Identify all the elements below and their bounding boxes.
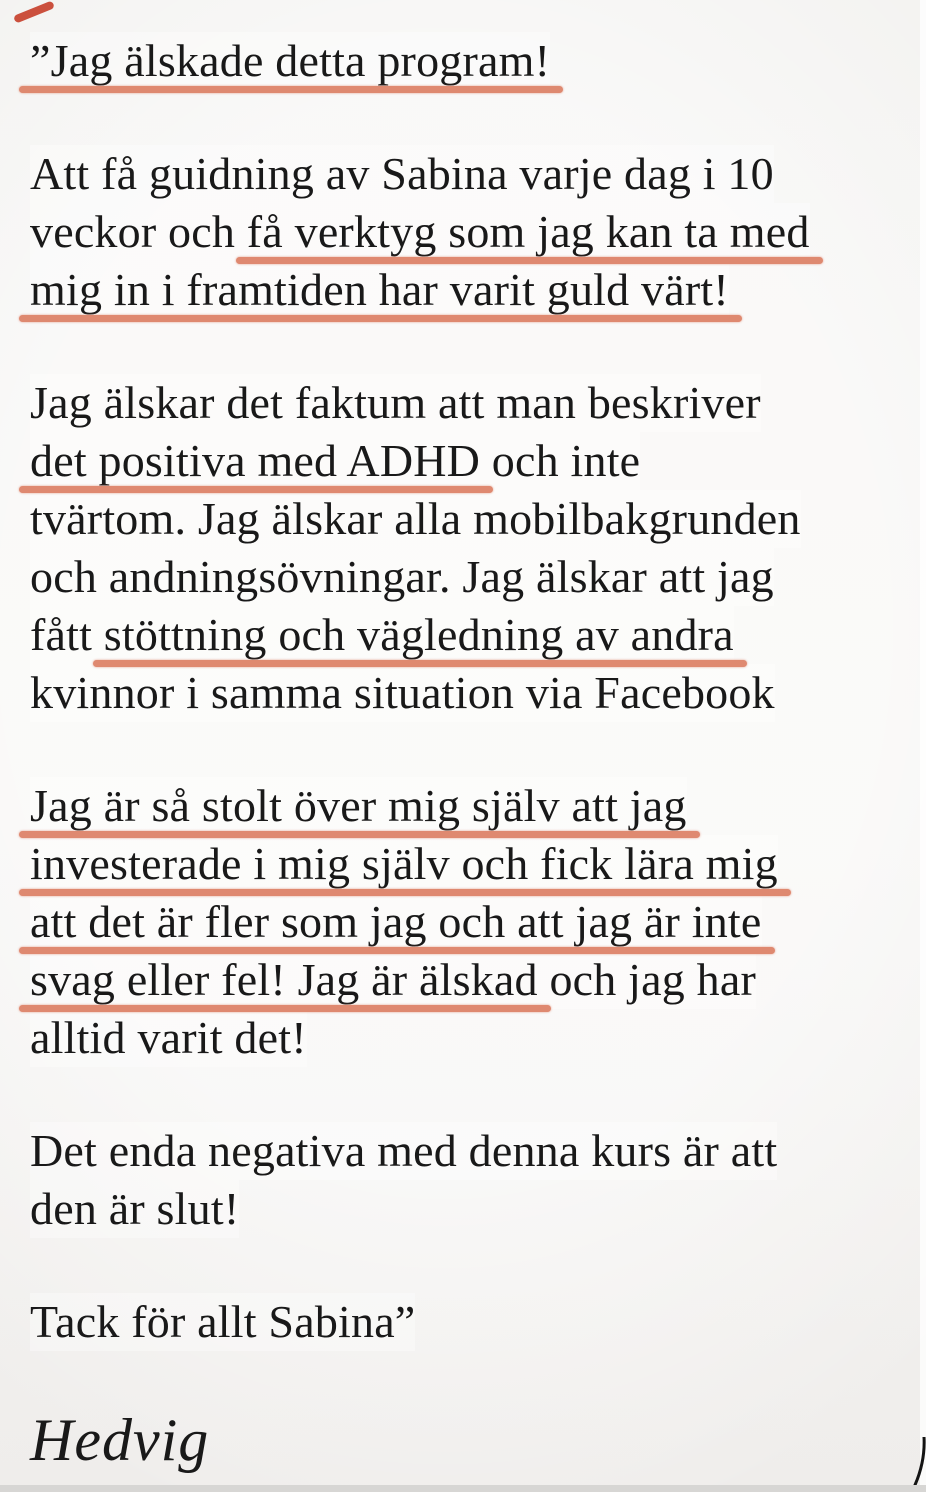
text-line [30, 1009, 307, 1067]
underlined-text: investerade i mig själv och fick lära mig [30, 835, 778, 893]
underlined-text: att det är fler som jag och att jag är inte [30, 893, 762, 951]
text-line [30, 1180, 239, 1238]
screen-edge-artifact-right [920, 0, 926, 1492]
text-segment: och andningsövningar. Jag älskar att jag [30, 551, 774, 602]
text-line [30, 203, 810, 261]
text-segment: och jag har [537, 954, 756, 1005]
text-line [30, 777, 687, 835]
signature-name: Hedvig [30, 1407, 210, 1473]
text-line [30, 145, 774, 203]
screen-edge-artifact-bottom [0, 1485, 926, 1492]
text-line [30, 432, 640, 490]
text-line [30, 261, 729, 319]
text-line [30, 374, 761, 432]
underlined-text: få verktyg som jag kan ta med [247, 203, 810, 261]
underlined-text: svag eller fel! Jag är älskad [30, 951, 538, 1009]
underlined-text: stöttning och vägledning av andra [104, 606, 734, 664]
text-segment: tvärtom. Jag älskar alla mobilbakgrunden [30, 493, 801, 544]
text-segment: veckor och [30, 206, 247, 257]
text-line [30, 1293, 415, 1351]
paragraph-stolt [30, 777, 906, 1067]
paragraph-positiva-adhd [30, 374, 906, 722]
underlined-text: ”Jag älskade detta program! [30, 32, 550, 90]
underlined-text: mig in i framtiden har varit guld värt! [30, 261, 729, 319]
text-segment: Det enda negativa med denna kurs är att [30, 1125, 778, 1176]
text-line [30, 1122, 777, 1180]
paragraph-negativa [30, 1122, 906, 1238]
text-line [30, 490, 801, 548]
text-segment: den är slut! [30, 1183, 240, 1234]
text-segment: Jag älskar det faktum att man beskriver [30, 377, 761, 428]
text-line [30, 951, 756, 1009]
text-line [30, 893, 762, 951]
text-segment: alltid varit det! [30, 1012, 307, 1063]
underlined-text: Jag är så stolt över mig själv att jag [30, 777, 687, 835]
text-segment: Att få guidning av Sabina varje dag i 10 [30, 148, 774, 199]
text-line [30, 664, 775, 722]
text-segment: kvinnor i samma situation via Facebook [30, 667, 775, 718]
text-segment: Tack för allt Sabina” [30, 1296, 416, 1347]
black-curve-line-icon [912, 1437, 926, 1485]
text-line [30, 548, 774, 606]
paragraph-guidning [30, 145, 906, 319]
text-segment: fått [30, 609, 104, 660]
underlined-text: det positiva med ADHD [30, 432, 480, 490]
paragraph-tack [30, 1293, 906, 1351]
text-line [30, 32, 550, 90]
text-line [30, 835, 778, 893]
text-line [30, 606, 734, 664]
text-segment: och inte [480, 435, 641, 486]
paragraph-quote-title [30, 32, 906, 90]
